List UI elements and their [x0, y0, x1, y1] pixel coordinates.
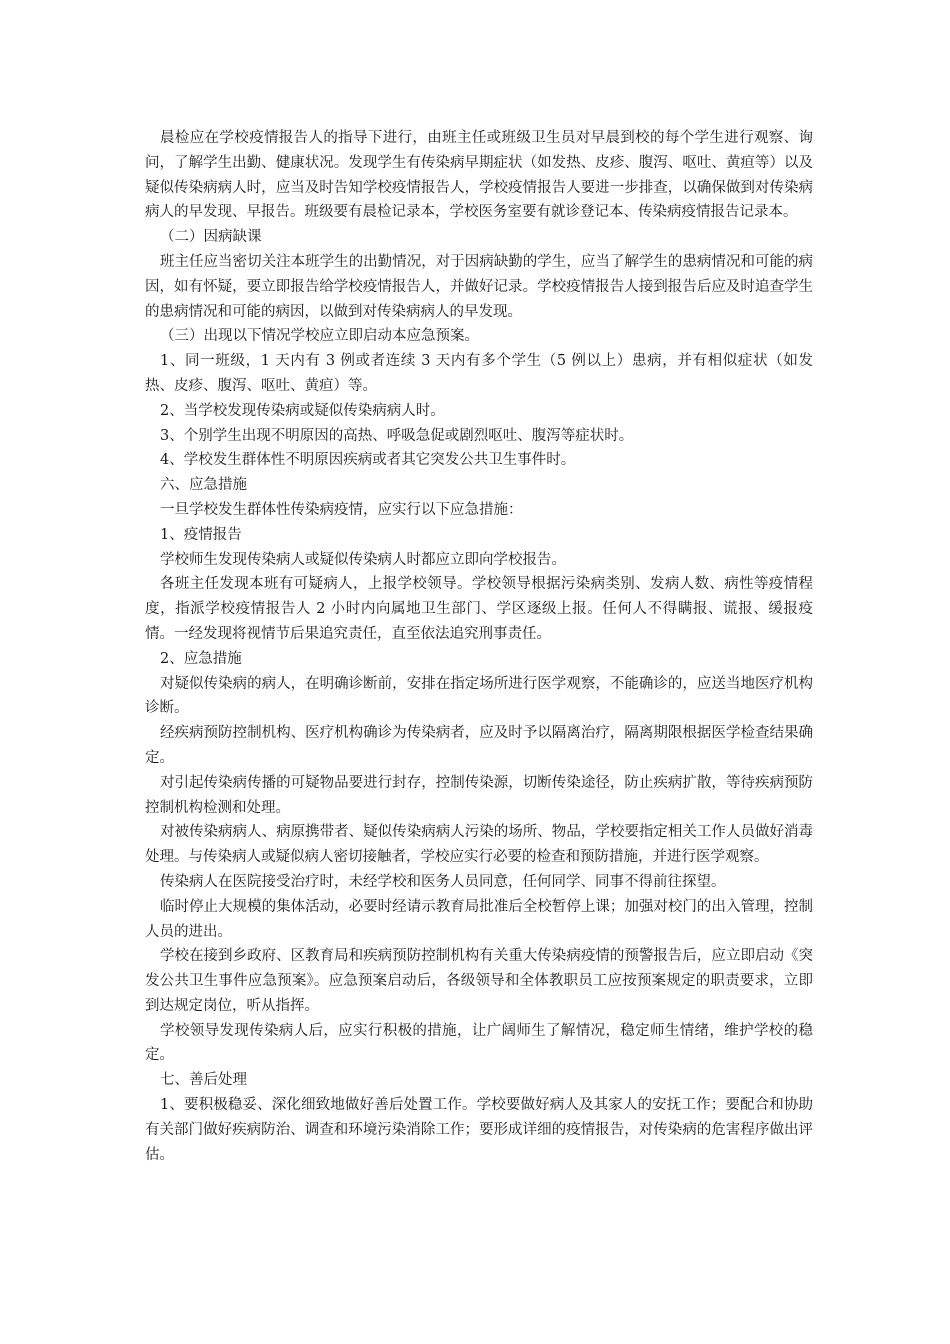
list-item-condition-2: 2、当学校发现传染病或疑似传染病病人时。	[160, 402, 445, 419]
list-item-condition-3: 3、个别学生出现不明原因的高热、呼吸急促或剧烈呕吐、腹泻等症状时。	[160, 427, 634, 444]
list-item-condition-1: 1、同一班级，1 天内有 3 例或者连续 3 天内有多个学生（5 例以上）患病，并有相似症状（如发热、皮疹、腹泻、呕吐、黄疸）等。	[145, 353, 813, 394]
subheading-emergency-actions: 2、应急措施	[160, 650, 242, 667]
paragraph-aftermath-1: 1、要积极稳妥、深化细致地做好善后处置工作。学校要做好病人及其家人的安抚工作；要配合和协助有关部门做好疾病防治、调查和环境污染消除工作；要形成详细的疫情报告，对传染病的危害程序做出评估。	[145, 1097, 813, 1163]
heading-sick-absence: （二）因病缺课	[160, 229, 262, 246]
section-heading-emergency-measures: 六、应急措施	[160, 477, 247, 494]
heading-activation-conditions: （三）出现以下情况学校应立即启动本应急预案。	[160, 328, 479, 345]
paragraph-measures-intro: 一旦学校发生群体性传染病疫情，应实行以下应急措施：	[160, 501, 523, 518]
paragraph-morning-check: 晨检应在学校疫情报告人的指导下进行，由班主任或班级卫生员对早晨到校的每个学生进行观察、询问，了解学生出勤、健康状况。发现学生有传染病早期症状（如发热、皮疹、腹泻、呕吐、黄疸等）以及疑似传染病病人时，应当及时告知学校疫情报告人，学校疫情报告人要进一步排查，以确保做到对传染病病人的早发现、早报告。班级要有晨检记录本，学校医务室要有就诊登记本、传染病疫情报告记录本。	[145, 130, 813, 221]
paragraph-action-3: 对引起传染病传播的可疑物品要进行封存，控制传染源，切断传染途径，防止疾病扩散，等待疾病预防控制机构检测和处理。	[145, 774, 813, 816]
paragraph-action-1: 对疑似传染病的病人，在明确诊断前，安排在指定场所进行医学观察，不能确诊的，应送当地医疗机构诊断。	[145, 675, 813, 717]
document-body	[145, 126, 813, 1167]
paragraph-report-2: 各班主任发现本班有可疑病人，上报学校领导。学校领导根据污染病类别、发病人数、病性等疫情程度，指派学校疫情报告人 2 小时内向属地卫生部门、学区逐级上报。任何人不得瞒报、谎报、缓报疫情。一经发现将视情节后果追究责任，直至依法追究刑事责任。	[145, 576, 813, 642]
paragraph-action-5: 传染病人在医院接受治疗时，未经学校和医务人员同意，任何同学、同事不得前往探望。	[160, 873, 726, 890]
paragraph-action-6: 临时停止大规模的集体活动，必要时经请示教育局批准后全校暂停上课；加强对校门的出入管理，控制人员的进出。	[145, 898, 813, 940]
section-heading-aftermath: 七、善后处理	[160, 1072, 247, 1089]
list-item-condition-4: 4、学校发生群体性不明原因疾病或者其它突发公共卫生事件时。	[160, 452, 576, 469]
paragraph-sick-absence: 班主任应当密切关注本班学生的出勤情况，对于因病缺勤的学生，应当了解学生的患病情况和可能的病因，如有怀疑，要立即报告给学校疫情报告人，并做好记录。学校疫情报告人接到报告后应及时追查学生的患病情况和可能的病因，以做到对传染病病人的早发现。	[145, 253, 813, 320]
subheading-epidemic-report: 1、疫情报告	[160, 526, 242, 543]
paragraph-report-1: 学校师生发现传染病人或疑似传染病人时都应立即向学校报告。	[160, 551, 566, 568]
paragraph-action-2: 经疾病预防控制机构、医疗机构确诊为传染病者，应及时予以隔离治疗，隔离期限根据医学检查结果确定。	[145, 725, 813, 766]
paragraph-action-4: 对被传染病病人、病原携带者、疑似传染病病人污染的场所、物品，学校要指定相关工作人员做好消毒处理。与传染病人或疑似病人密切接触者，学校应实行必要的检查和预防措施，并进行医学观察。	[145, 824, 813, 866]
paragraph-action-7: 学校在接到乡政府、区教育局和疾病预防控制机构有关重大传染病疫情的预警报告后，应立即启动《突发公共卫生事件应急预案》。应急预案启动后，各级领导和全体教职员工应按预案规定的职责要求，立即到达规定岗位，听从指挥。	[145, 948, 813, 1014]
paragraph-action-8: 学校领导发现传染病人后，应实行积极的措施，让广阔师生了解情况，稳定师生情绪，维护学校的稳定。	[145, 1022, 813, 1064]
